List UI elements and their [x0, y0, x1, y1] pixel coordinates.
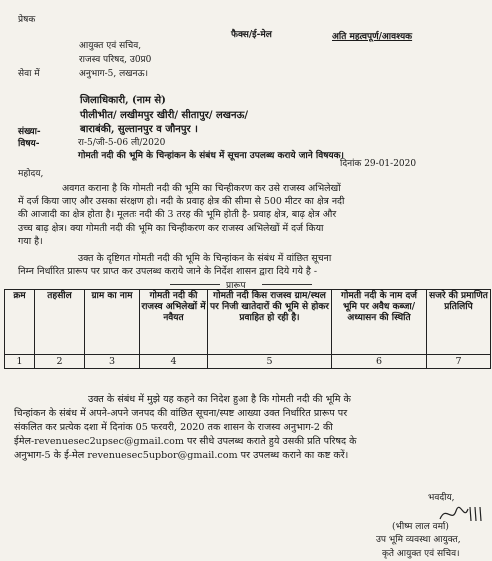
signatory-name: (भीष्म लाल वर्मा)	[392, 522, 449, 532]
p3-line: उक्त के संबंध में मुझे यह कहने का निदेश हुआ है कि गोमती नदी की भूमि के	[88, 394, 351, 405]
table-number-cell: 6	[332, 355, 427, 369]
form-label-rule-right	[262, 284, 312, 285]
table-header-cell: सजरे की प्रमाणित प्रतिलिपि	[427, 290, 491, 355]
p3-line: ईमेल-revenuesec2upsec@gmail.com पर सीधे उपलब्ध कराते हुये उसकी प्रति परिषद के	[14, 436, 357, 447]
p1-line: की आजादी का क्षेत्र होता है। मूलतः नदी की 3 तरह की भूमि होती है- प्रवाह क्षेत्र, बाढ़ क्षेत्र और	[18, 209, 337, 221]
letter-date: दिनांक 29-01-2020	[340, 159, 417, 169]
table-number-cell: 3	[85, 355, 140, 369]
number-label: संख्या-	[18, 127, 41, 137]
sender-line-1: आयुक्त एवं सचिव,	[79, 41, 142, 51]
signatory-designation-2: कृते आयुक्त एवं सचिव।	[382, 549, 460, 559]
paragraph-1	[18, 182, 344, 248]
proforma-table	[4, 289, 491, 369]
p3-line: चिन्हांकन के संबंध में अपने-अपने जनपद की वांछित सूचना/स्पष्ट आख्या उक्त निर्धारित प्रारूप पर	[14, 408, 348, 419]
table-number-cell: 7	[427, 355, 491, 369]
signatory-designation-1: उप भूमि व्यवस्था आयुक्त,	[376, 535, 461, 545]
table-header-cell: गोमती नदी की राजस्व अभिलेखों में नवैयत	[140, 290, 208, 355]
table-header-cell: गोमती नदी के नाम दर्ज भूमि पर अवैध कब्जा/अध्यासन की स्थिति	[332, 290, 427, 355]
table-number-cell: 2	[35, 355, 85, 369]
paragraph-3	[14, 393, 357, 463]
p1-line: अवगत कराना है कि गोमती नदी की भूमि का चिन्हीकरण कर उसे राजस्व अभिलेखों	[62, 183, 341, 194]
form-label-rule-left	[170, 284, 220, 285]
table-number-cell: 1	[5, 355, 35, 369]
subject-text: गोमती नदी की भूमि के चिन्हांकन के संबंध में सूचना उपलब्ध कराये जाने विषयक।	[78, 151, 344, 161]
p1-line: में दर्ज किया जाए और उसका संरक्षण हो। नदी के प्रवाह क्षेत्र की सीमा से 500 मीटर का क्षेत्र नदी	[18, 196, 345, 208]
table-number-cell: 5	[208, 355, 332, 369]
subject-label: विषय-	[18, 139, 40, 149]
table-header-cell: ग्राम का नाम	[85, 290, 140, 355]
recipient-line-2: पीलीभीत/ लखीमपुर खीरी/ सीतापुर/ लखनऊ/	[80, 110, 249, 121]
table-header-cell: तहसील	[35, 290, 85, 355]
sender-line-3: अनुभाग-5, लखनऊ।	[79, 69, 149, 79]
p2-line: उक्त के दृष्टिगत गोमती नदी की भूमि के चिन्हांकन के संबंध में वांछित सूचना	[78, 253, 332, 264]
p2-line: निम्न निर्धारित प्रारूप पर प्राप्त कर उपलब्ध कराये जाने के निर्देश शासन द्वारा दिये गये है -	[18, 266, 317, 278]
recipient-line-3: बाराबंकी, सुल्तानपुर व जौनपुर ।	[80, 124, 198, 135]
priority-label: अति महत्वपूर्ण/आवश्यक	[332, 32, 413, 42]
paragraph-2	[18, 252, 331, 278]
form-label: प्रारूप	[226, 281, 246, 291]
table-header-cell: क्रम	[5, 290, 35, 355]
table-number-cell: 4	[140, 355, 208, 369]
p3-line: संकलित कर प्रत्येक दशा में दिनांक 05 फरवरी, 2020 तक शासन के राजस्व अनुभाग-2 की	[14, 422, 333, 433]
closing-yours: भवदीय,	[428, 493, 455, 503]
p1-line: गया है।	[18, 235, 43, 247]
fax-email-label: फैक्स/ई-मेल	[231, 30, 272, 40]
p1-line: उच्च बाढ़ क्षेत्र। क्या गोमती नदी की भूमि का चिन्हीकरण कर राजस्व अभिलेखों में दर्ज किया	[18, 222, 324, 234]
sender-line-2: राजस्व परिषद, उ0प्र0	[79, 55, 152, 65]
sender-label: प्रेषक	[18, 15, 36, 25]
service-label: सेवा में	[18, 69, 40, 79]
salutation: महोदय,	[18, 169, 44, 179]
number-value: रा-5/जी-5-06 ली/2020	[78, 138, 166, 148]
p3-line: अनुभाग-5 के ई-मेल revenuesec5upbor@gmail.com पर उपलब्ध कराने का कष्ट करें।	[14, 450, 349, 461]
table-header-cell: गोमती नदी किस राजस्व ग्राम/स्थल पर निजी खातेदारों की भूमि से होकर प्रवाहित हो रही है।	[208, 290, 332, 355]
recipient-line-1: जिलाधिकारी, (नाम से)	[80, 95, 166, 106]
